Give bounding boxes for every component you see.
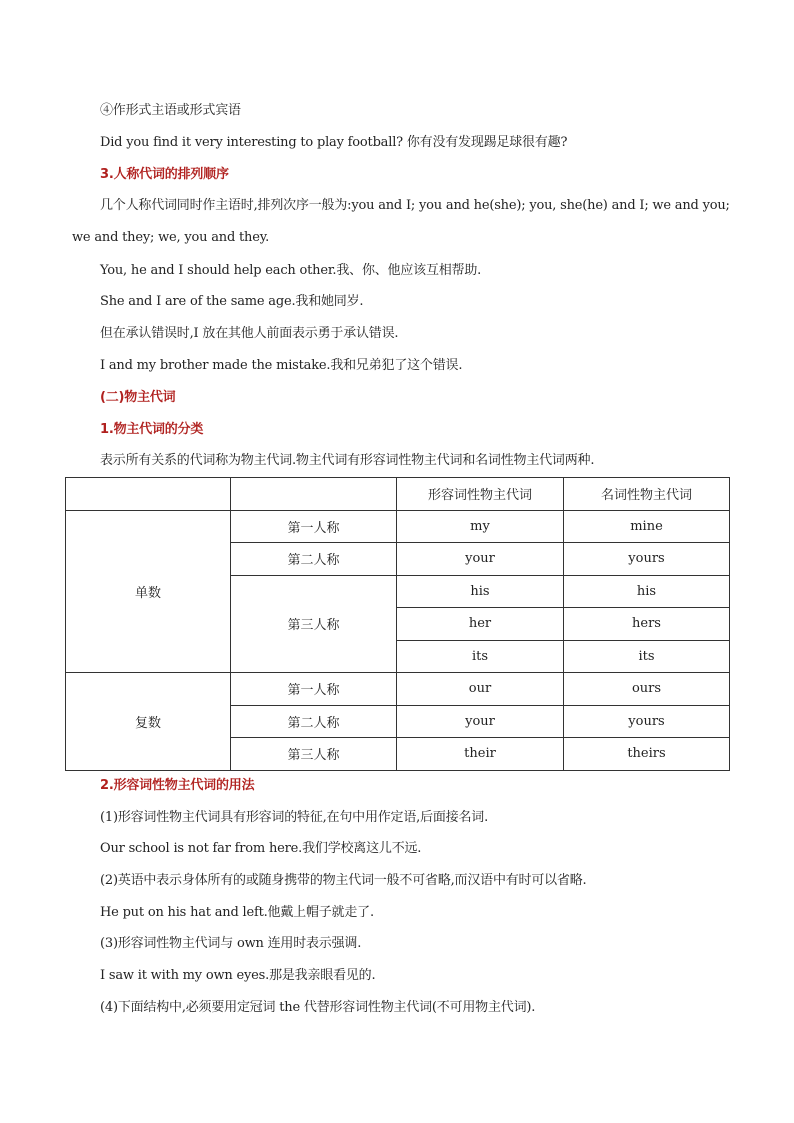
example-sentence-hat: He put on his hat and left.他戴上帽子就走了. — [100, 905, 374, 920]
heading-classification: 1.物主代词的分类 — [100, 422, 204, 437]
text-line-rule-2: (2)英语中表示身体所有的或随身携带的物主代词一般不可省略,而汉语中有时可以省略. — [100, 873, 587, 888]
number-cell-singular: 单数 — [66, 510, 231, 673]
text-line-definition: 表示所有关系的代词称为物主代词.物主代词有形容词性物主代词和名词性物主代词两种. — [100, 453, 595, 468]
table-row — [66, 510, 730, 543]
number-cell-plural: 复数 — [66, 673, 231, 771]
table-cell: his — [564, 575, 730, 608]
example-sentence-same-age: She and I are of the same age.我和她同岁. — [100, 294, 364, 309]
table-cell: its — [564, 640, 730, 673]
table-cell: your — [397, 705, 564, 738]
table-header-cell — [66, 478, 231, 511]
table-cell: our — [397, 673, 564, 706]
text-line-rule-3: (3)形容词性物主代词与 own 连用时表示强调. — [100, 936, 362, 951]
text-line-admit-mistake: 但在承认错误时,I 放在其他人前面表示勇于承认错误. — [100, 326, 399, 341]
table-header-row — [66, 478, 730, 511]
table-header-cell: 名词性物主代词 — [564, 478, 730, 511]
example-sentence-help: You, he and I should help each other.我、你、他应该互相帮助. — [100, 263, 482, 278]
table-cell: their — [397, 738, 564, 771]
person-cell: 第二人称 — [231, 543, 397, 576]
person-cell: 第一人称 — [231, 510, 397, 543]
table-cell: theirs — [564, 738, 730, 771]
example-sentence-mistake: I and my brother made the mistake.我和兄弟犯了这个错误. — [100, 358, 463, 373]
heading-possessive-pronouns: (二)物主代词 — [100, 390, 176, 405]
heading-pronoun-order: 3.人称代词的排列顺序 — [100, 167, 229, 182]
person-cell: 第二人称 — [231, 705, 397, 738]
example-sentence-school: Our school is not far from here.我们学校离这儿不远. — [100, 841, 422, 856]
table-cell: ours — [564, 673, 730, 706]
heading-adjective-possessive-usage: 2.形容词性物主代词的用法 — [100, 778, 255, 793]
example-sentence-football: Did you find it very interesting to play football? 你有没有发现踢足球很有趣? — [100, 135, 568, 150]
possessive-pronoun-table — [65, 477, 730, 771]
table-cell: her — [397, 608, 564, 641]
table-row — [66, 673, 730, 706]
person-cell: 第三人称 — [231, 575, 397, 673]
text-line-rule-1: (1)形容词性物主代词具有形容词的特征,在句中用作定语,后面接名词. — [100, 810, 489, 825]
table-cell: mine — [564, 510, 730, 543]
table-cell: his — [397, 575, 564, 608]
example-sentence-own-eyes: I saw it with my own eyes.那是我亲眼看见的. — [100, 968, 376, 983]
paragraph-pronoun-order-text: 几个人称代词同时作主语时,排列次序一般为:you and I; you and he(she); you, she(he) and I; we and you; we and they; we, you and they. — [72, 198, 730, 245]
table-cell: hers — [564, 608, 730, 641]
person-cell: 第三人称 — [231, 738, 397, 771]
table-header-cell — [231, 478, 397, 511]
text-line-rule-4: (4)下面结构中,必须要用定冠词 the 代替形容词性物主代词(不可用物主代词). — [100, 1000, 536, 1015]
table-header-cell: 形容词性物主代词 — [397, 478, 564, 511]
table-cell: its — [397, 640, 564, 673]
paragraph-pronoun-order — [72, 190, 734, 254]
text-line-formal-subject: ④作形式主语或形式宾语 — [100, 103, 241, 118]
table-cell: yours — [564, 543, 730, 576]
table-cell: my — [397, 510, 564, 543]
table-cell: yours — [564, 705, 730, 738]
person-cell: 第一人称 — [231, 673, 397, 706]
table-cell: your — [397, 543, 564, 576]
